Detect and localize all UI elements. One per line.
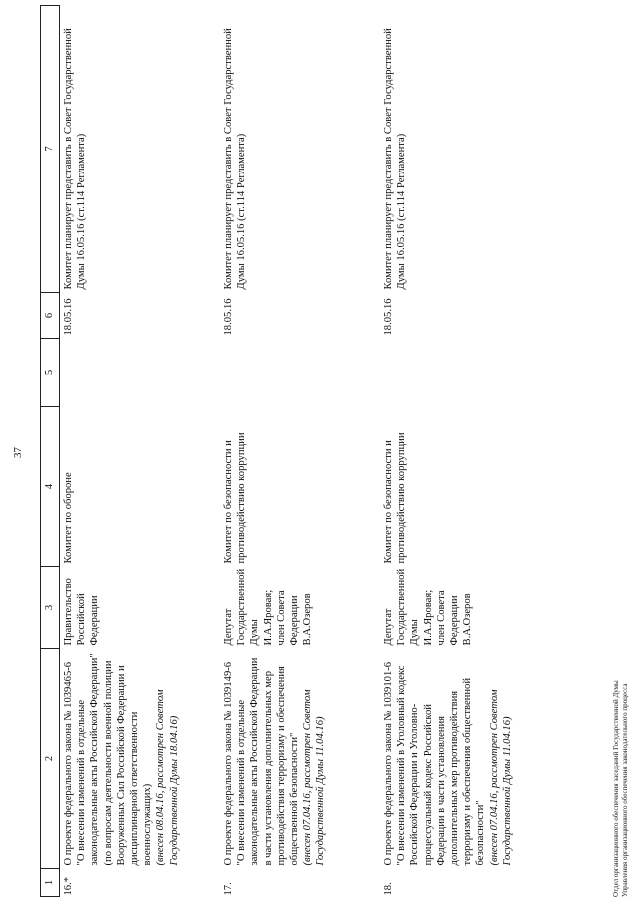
column-header: 4 [41, 407, 60, 567]
table-row [380, 6, 540, 897]
committee: Комитет по обороне [63, 472, 74, 564]
table-row [220, 6, 380, 897]
date: 18.05.16 [63, 298, 74, 336]
initiator: Депутат Государственной Думы И.А.Яровая; член Совета Федерации В.А.Озеров [383, 568, 474, 646]
footer-line: Отдел организационного обеспечения заседаний Государственной Думы [612, 680, 620, 897]
column-header: 3 [41, 567, 60, 649]
column-header: 2 [41, 649, 60, 869]
committee: Комитет по безопасности и противодействию коррупции [223, 432, 248, 564]
bill-note: (внесен 07.04.16, рассмотрен Советом Государственной Думы 11.04.16) [488, 689, 513, 866]
column-header: 7 [41, 6, 60, 293]
bill-title: О проекте федерального закона № 1039149-6 [223, 661, 234, 866]
page-number: 37 [12, 447, 24, 458]
plan: Комитет планирует представить в Совет Государственной Думы 16.05.16 (ст.114 Регламента) [223, 28, 248, 290]
column-5-cell [60, 339, 221, 407]
bill-title: О проекте федерального закона № 1039101-6 [383, 661, 394, 866]
column-header: 1 [41, 869, 60, 897]
committee: Комитет по безопасности и противодействию коррупции [383, 432, 408, 564]
column-number-row [41, 6, 60, 897]
footer-line: Управления организационного обеспечения законодательного процесса [621, 683, 629, 897]
row-number: 18. [383, 882, 394, 896]
date: 18.05.16 [223, 298, 234, 336]
bill-subject: (по вопросам деятельности военной полиции Вооруженных Сил Российской Федерации и дисциплинарной ответственности военнослужащих) [102, 660, 154, 866]
table-row [60, 6, 221, 897]
row-number: 16.* [63, 876, 74, 896]
plan: Комитет планирует представить в Совет Государственной Думы 16.05.16 (ст.114 Регламента) [383, 28, 408, 290]
bill-note: (внесен 08.04.16, рассмотрен Советом Государственной Думы 18.04.16) [155, 689, 180, 866]
page-footer [612, 680, 630, 897]
initiator: Депутат Государственной Думы И.А.Яровая; член Совета Федерации В.А.Озеров [223, 568, 314, 646]
plan: Комитет планирует представить в Совет Государственной Думы 16.05.16 (ст.114 Регламента) [63, 28, 88, 290]
column-5-cell [220, 339, 380, 407]
bill-note: (внесен 07.04.16, рассмотрен Советом Государственной Думы 11.04.16) [302, 689, 327, 866]
bill-name: "О внесении изменений в Уголовный кодекс Российской Федерации и Уголовно-процессуальный кодекс Российской Федерации в части установления дополнительных мер противодействия терроризму и обеспечения общественной безопасности" [396, 665, 487, 866]
bill-title: О проекте федерального закона № 1039465-6 [63, 661, 74, 866]
bill-description [380, 649, 540, 869]
bill-name: "О внесении изменений в отдельные законодательные акты Российской Федерации" [76, 653, 101, 866]
column-header: 6 [41, 293, 60, 339]
bill-description [60, 649, 221, 869]
initiator: Правительство Российской Федерации [63, 578, 101, 646]
legislation-table [40, 5, 540, 897]
date: 18.05.16 [383, 298, 394, 336]
row-number: 17. [223, 882, 234, 896]
column-header: 5 [41, 339, 60, 407]
bill-description [220, 649, 380, 869]
column-5-cell [380, 339, 540, 407]
bill-name: "О внесении изменений в отдельные законодательные акты Российской Федерации в части установления дополнительных мер противодействия терроризму и обеспечения общественной безопасности" [236, 657, 301, 866]
